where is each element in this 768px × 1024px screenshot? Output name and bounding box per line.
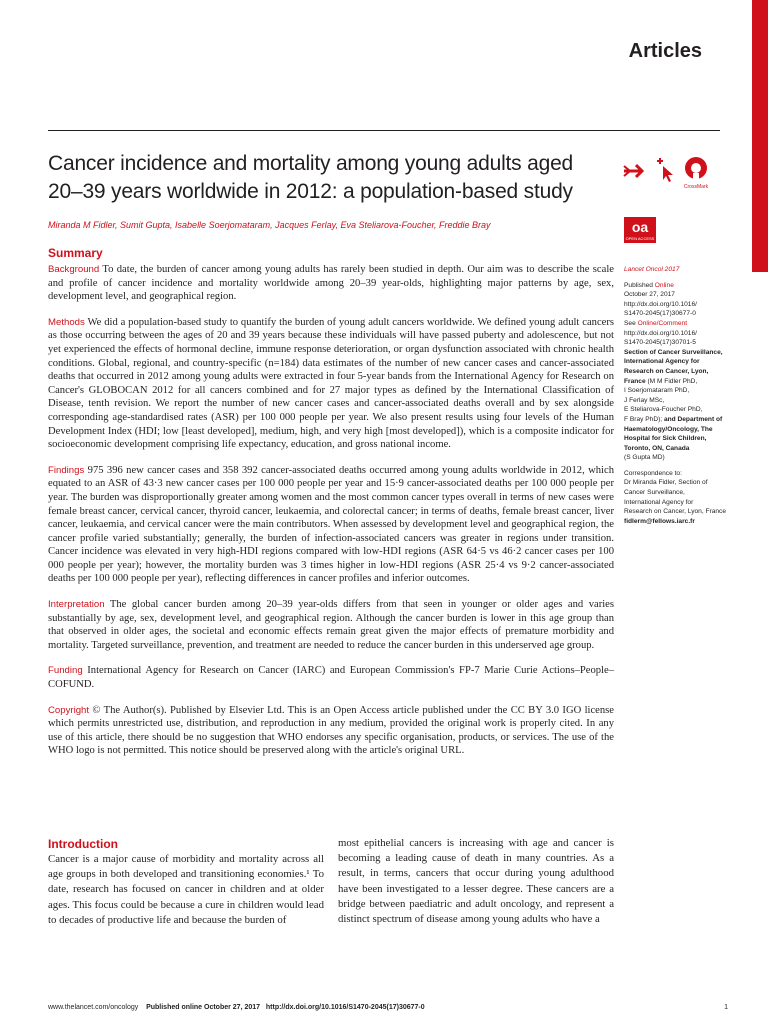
background-text: To date, the burden of cancer among young adults has rarely been studied in depth. Our aim was to describe the scale and profile of cancer incidence and mortality worldwide among 20–39 year-olds, highlighting major patterns by age, sex, development level, and geographical region. xyxy=(48,264,614,303)
share-arrow-icon[interactable] xyxy=(622,162,648,185)
abstract-background xyxy=(48,263,614,304)
affiliation-line: E Steliarova-Foucher PhD, xyxy=(624,406,703,414)
doi-link-2a[interactable]: http://dx.doi.org/10.1016/ xyxy=(624,329,697,337)
methods-text: We did a population-based study to quantify the burden of young adult cancers worldwide. We defined young adult cancers as those occurring between the ages of 20 and 39 years because these individuals will have passed puberty and adolescence, but not yet experienced the effects of hormonal decline, immune response deterioration, or organ dysfunction associated with chronic health conditions. Global, regional, and country-specific (n=184) data estimates of the number of new cancer cases and cancer-associated deaths that occurred in 2012 among young adults were extracted in four 5-year bands from the International Agency for Research on Cancer's GLOBOCAN 2012 for all cancers combined and for 27 major types as defined by the International Classification of Disease, tenth revision. We report the number of new cancer cases and cancer-associated deaths overall and by sex alongside corresponding age-standardised rates (ASR) per 100 000 people per year. We also present results using four levels of the Human Development Index (HDI; low [least developed], medium, high, and very high [most developed]), which is a composite indicator for socioeconomic development comprising life expectancy, education, and gross national income. xyxy=(48,316,614,451)
oa-sublabel: OPEN ACCESS xyxy=(625,236,655,241)
article-icons xyxy=(622,156,722,190)
correspondence-line: Correspondence to: xyxy=(624,469,682,477)
correspondence-line: Cancer Surveillance, xyxy=(624,489,685,497)
doi-link-1b[interactable]: S1470-2045(17)30677-0 xyxy=(624,310,696,318)
article-sidebar xyxy=(624,265,744,526)
affiliation-line: Hospital for Sick Children, xyxy=(624,435,707,443)
article-title: Cancer incidence and mortality among young adults aged 20–39 years worldwide in 2012: a population-based study xyxy=(48,152,574,203)
correspondence-line: International Agency for xyxy=(624,498,694,506)
published-online-link[interactable]: Online xyxy=(654,281,674,289)
see-prefix: See xyxy=(624,319,638,327)
crossmark-icon[interactable] xyxy=(682,156,712,195)
interpretation-text: The global cancer burden among 20–39 year-olds differs from that seen in younger or older ages and varies substantially by age, sex, development level, and geographical region. Although the cancer burden is lower in this age group than that observed in older ages, the societal and economic effects remain great given the major effects of premature morbidity and mortality. Targeted surveillance, prevention, and treatment are needed to reduce the cancer burden in this underserved age group. xyxy=(48,599,614,651)
interpretation-label: Interpretation xyxy=(48,599,105,611)
correspondence-line: Research on Cancer, Lyon, France xyxy=(624,508,727,516)
open-access-badge xyxy=(624,217,656,243)
comment-link[interactable]: Online/Comment xyxy=(637,319,688,327)
page-footer xyxy=(48,1004,728,1011)
affiliation-line: Section of Cancer Surveillance, xyxy=(624,348,723,356)
doi-link-1a[interactable]: http://dx.doi.org/10.1016/ xyxy=(624,300,697,308)
affiliation-line: International Agency for xyxy=(624,358,700,366)
footer-site-link[interactable]: www.thelancet.com/oncology xyxy=(48,1004,139,1011)
copyright-label: Copyright xyxy=(48,704,90,716)
abstract-methods xyxy=(48,316,614,452)
summary-heading: Summary xyxy=(48,246,103,260)
affiliation-line: I Soerjomataram PhD, xyxy=(624,387,690,395)
affiliation-line: (S Gupta MD) xyxy=(624,454,665,462)
see-comment-line xyxy=(624,319,744,329)
findings-label: Findings xyxy=(48,464,85,476)
svg-text:CrossMark: CrossMark xyxy=(683,184,709,190)
correspondence-email[interactable]: fidlerm@fellows.iarc.fr xyxy=(624,517,695,525)
affiliation-line: J Ferlay MSc, xyxy=(624,396,665,404)
methods-label: Methods xyxy=(48,316,85,328)
intro-column-2: most epithelial cancers is increasing with age and cancer is becoming a leading cause of death in many countries. As a result, in terms, cancers that occur during young adulthood have been investigated to a lesser degree. These cancers are a bridge between paediatric and adult oncology, and represent a distinct spectrum of disease among young adults who have a xyxy=(338,837,614,926)
affiliation-line: Haematology/Oncology, The xyxy=(624,425,713,433)
abstract-findings xyxy=(48,464,614,586)
cursor-icon[interactable] xyxy=(654,156,676,189)
header-rule xyxy=(48,130,720,131)
footer-doi-link[interactable]: http://dx.doi.org/10.1016/S1470-2045(17)30677-0 xyxy=(265,1004,425,1011)
abstract-copyright xyxy=(48,704,614,758)
published-date: October 27, 2017 xyxy=(624,291,675,299)
affiliation-line xyxy=(624,415,744,425)
correspondence-line: Dr Miranda Fidler, Section of xyxy=(624,479,708,487)
background-label: Background xyxy=(48,264,100,275)
abstract-funding xyxy=(48,664,614,691)
introduction-heading: Introduction xyxy=(48,837,118,851)
funding-label: Funding xyxy=(48,665,83,677)
journal-citation: Lancet Oncol 2017 xyxy=(624,266,680,273)
affiliation-line: Toronto, ON, Canada xyxy=(624,444,690,452)
affiliation-author: (M M Fidler PhD, xyxy=(645,377,698,385)
intro-column-1: Cancer is a major cause of morbidity and mortality across all age groups in both developed and transitioning economies.¹ To date, research has focused on cancer in children and at older ages. This focus could be because a cure in children would lead to decades of productive life and because the burden of xyxy=(48,853,324,926)
doi-link-2b[interactable]: S1470-2045(17)30701-5 xyxy=(624,339,696,347)
copyright-text: © The Author(s). Published by Elsevier Ltd. This is an Open Access article published under the CC BY 3.0 IGO license which permits unrestricted use, distribution, and reproduction in any medium, provided the original work is properly cited. In any use of this article, there should be no suggestion that WHO endorses any specific organisation, products, or services. The use of the WHO logo is not permitted. This notice should be preserved along with the article's original URL. xyxy=(48,704,614,757)
abstract-interpretation xyxy=(48,598,614,652)
page-number: 1 xyxy=(724,1004,728,1011)
published-prefix: Published xyxy=(624,281,655,289)
affiliation-dept: and Department of xyxy=(662,415,723,423)
abstract xyxy=(48,263,614,770)
affiliation-author: F Bray PhD); xyxy=(624,415,663,423)
published-line xyxy=(624,281,744,291)
affiliation-country: France xyxy=(624,377,646,385)
funding-text: International Agency for Research on Cancer (IARC) and European Commission's FP-7 Marie Curie Actions–People–COFUND. xyxy=(48,665,614,691)
findings-text: 975 396 new cancer cases and 358 392 cancer-associated deaths occurred among young adults worldwide in 2012, which equated to an ASR of 43·3 new cancer cases per 100 000 people per year and 15·9 cancer-associated deaths per 100 000 people per year. The burden was disproportionally greater among women and the most common cancer types overall in terms of new cases were female breast cancer, cervical cancer, thyroid cancer, leukaemia, and colorectal cancer; in terms of deaths, female breast cancer, liver cancer, leukaemia, and cervical cancer were the main contributors. When assessed by development level and geographical region, the cancer profile varied substantially; generally, the burden of infection-associated cancers was greater in regions under transition. Cancer incidence was elevated in very high-HDI regions compared with low-HDI regions (ASR 64·5 vs 46·2 cancer cases per 100 000 people per year); however, the mortality burden was 3 times higher in low-HDI regions (ASR 25·4 vs 9·2 cancer-associated deaths per 100 000 people per year), reflecting differences in cancer profiles and inferior outcomes. xyxy=(48,464,614,585)
section-heading: Articles xyxy=(628,40,702,62)
red-edge-bar xyxy=(752,0,768,272)
oa-label: oa xyxy=(631,219,649,235)
author-list: Miranda M Fidler, Sumit Gupta, Isabelle Soerjomataram, Jacques Ferlay, Eva Steliarova-Foucher, Freddie Bray xyxy=(48,220,491,230)
affiliation-line xyxy=(624,377,744,387)
affiliation-line: Research on Cancer, Lyon, xyxy=(624,367,709,375)
footer-published: Published online October 27, 2017 xyxy=(146,1004,261,1011)
